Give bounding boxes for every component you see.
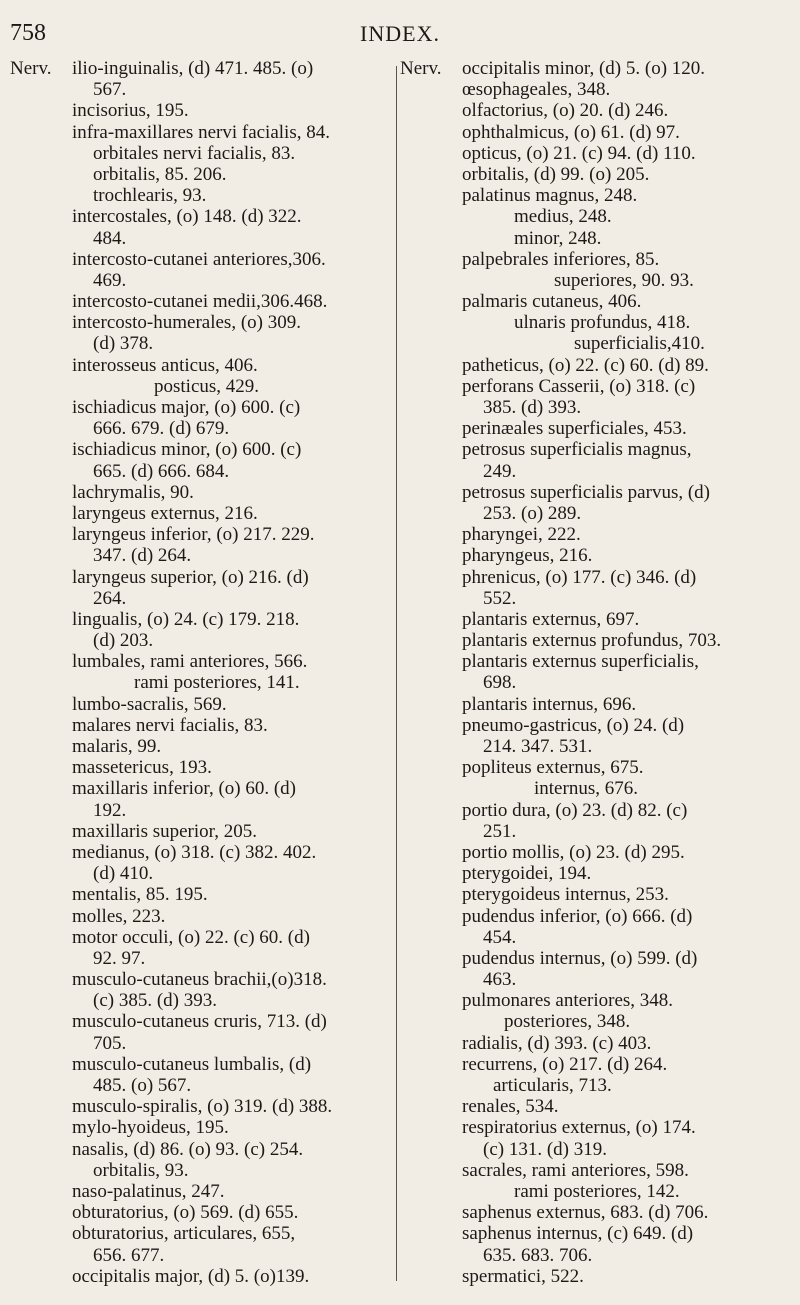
entry-text: plantaris externus, 697. [462,608,640,630]
index-entry [400,1181,790,1202]
index-entry [10,1075,394,1096]
index-entry [400,333,790,354]
entry-text: motor occuli, (o) 22. (c) 60. (d) [72,926,310,948]
index-entry [10,206,394,227]
index-entry [400,164,790,185]
index-entry [10,503,394,524]
index-entry [10,333,394,354]
entry-text: ophthalmicus, (o) 61. (d) 97. [462,121,680,143]
entry-text: rami posteriores, 141. [134,672,300,694]
index-entry [400,1266,790,1287]
entry-text: musculo-cutaneus brachii,(o)318. [72,969,327,991]
index-entry [400,1054,790,1075]
index-entry [400,185,790,206]
entry-text: œsophageales, 348. [462,79,611,101]
index-entry [400,355,790,376]
index-entry [400,1096,790,1117]
entry-text: musculo-spiralis, (o) 319. (d) 388. [72,1096,333,1118]
index-entry [400,1160,790,1181]
entry-text: radialis, (d) 393. (c) 403. [462,1032,652,1054]
entry-text: palmaris cutaneus, 406. [462,291,642,313]
entry-text: intercosto-humerales, (o) 309. [72,312,301,334]
entry-text: pharyngei, 222. [462,524,581,546]
entry-text: articularis, 713. [493,1075,612,1096]
entry-text: 251. [483,820,517,842]
entry-text: laryngeus superior, (o) 216. (d) [72,566,309,588]
index-entry [400,482,790,503]
index-entry [10,1117,394,1138]
entry-text: (d) 410. [93,863,154,885]
index-entry [10,376,394,397]
entry-text: pneumo-gastricus, (o) 24. (d) [462,714,685,736]
index-entry [10,567,394,588]
index-entry [400,439,790,460]
index-entry [400,524,790,545]
entry-text: patheticus, (o) 22. (c) 60. (d) 89. [462,354,709,376]
index-entry [10,630,394,651]
index-entry [10,1011,394,1032]
index-entry [400,122,790,143]
entry-text: portio dura, (o) 23. (d) 82. (c) [462,799,688,821]
entry-text: pharyngeus, 216. [462,545,593,567]
entry-text: lumbo-sacralis, 569. [72,693,227,715]
entry-text: 454. [483,926,517,948]
index-entry [400,884,790,905]
entry-text: 705. [93,1032,127,1054]
index-entry [400,1011,790,1032]
entry-text: plantaris externus profundus, 703. [462,630,722,652]
entry-text: lingualis, (o) 24. (c) 179. 218. [72,608,300,630]
entry-text: occipitalis minor, (d) 5. (o) 120. [462,58,706,79]
entry-text: orbitalis, 93. [93,1159,189,1181]
index-entry [10,1160,394,1181]
index-entry [400,79,790,100]
entry-text: 635. 683. 706. [483,1244,593,1266]
index-entry [400,630,790,651]
entry-text: petrosus superficialis magnus, [462,439,692,461]
entry-text: malares nervi facialis, 83. [72,714,268,736]
index-entry [10,1054,394,1075]
index-entry [400,1202,790,1223]
entry-text: perinæales superficiales, 453. [462,418,687,440]
entry-text: massetericus, 193. [72,757,212,779]
entry-text: 469. [93,269,127,291]
entry-text: pterygoideus internus, 253. [462,884,669,906]
entry-text: malaris, 99. [72,736,162,757]
entry-text: ischiadicus major, (o) 600. (c) [72,397,301,418]
entry-text: (c) 131. (d) 319. [483,1138,607,1160]
index-entry [10,800,394,821]
index-entry [10,143,394,164]
entry-text: orbitalis, (d) 99. (o) 205. [462,163,650,185]
index-entry [10,1223,394,1244]
entry-text: 698. [483,672,517,694]
index-entry [10,524,394,545]
entry-text: ilio-inguinalis, (d) 471. 485. (o) [72,58,314,79]
entry-text: laryngeus inferior, (o) 217. 229. [72,524,315,546]
index-entry [10,694,394,715]
entry-text: respiratorius externus, (o) 174. [462,1117,696,1139]
index-entry [400,990,790,1011]
entry-text: lumbales, rami anteriores, 566. [72,651,308,673]
entry-text: mentalis, 85. 195. [72,884,208,906]
index-entry [10,122,394,143]
entry-text: pulmonares anteriores, 348. [462,990,674,1012]
entry-text: (d) 203. [93,630,154,652]
entry-text: pterygoidei, 194. [462,863,592,885]
index-entry [400,927,790,948]
entry-label: Nerv. [400,58,442,79]
index-entry [400,694,790,715]
index-entry [400,588,790,609]
index-entry [10,482,394,503]
entry-text: maxillaris superior, 205. [72,820,257,842]
entry-text: nasalis, (d) 86. (o) 93. (c) 254. [72,1138,304,1160]
index-entry [10,1181,394,1202]
entry-text: perforans Casserii, (o) 318. (c) [462,375,696,397]
index-entry [10,1202,394,1223]
entry-text: intercosto-cutanei medii,306.468. [72,291,328,313]
index-entry [400,609,790,630]
index-entry [10,461,394,482]
entry-text: lachrymalis, 90. [72,481,194,503]
index-entry [400,143,790,164]
entry-text: 552. [483,587,517,609]
index-entry [10,185,394,206]
entry-text: posticus, 429. [154,375,260,397]
entry-text: superficialis,410. [574,333,705,355]
index-entry [400,842,790,863]
entry-text: spermatici, 522. [462,1265,584,1287]
entry-text: ischiadicus minor, (o) 600. (c) [72,439,302,461]
index-entry [10,948,394,969]
index-entry [10,312,394,333]
entry-text: obturatorius, (o) 569. (d) 655. [72,1202,299,1224]
index-entry [10,355,394,376]
entry-text: trochlearis, 93. [93,185,207,207]
index-entry [10,100,394,121]
index-entry [10,906,394,927]
running-title: INDEX. [360,21,440,46]
entry-text: occipitalis major, (d) 5. (o)139. [72,1265,310,1287]
index-entry [400,715,790,736]
entry-text: musculo-cutaneus lumbalis, (d) [72,1053,312,1075]
index-entry [10,1096,394,1117]
entry-text: (d) 378. [93,333,154,355]
entry-text: orbitalis, 85. 206. [93,163,227,185]
entry-text: ulnaris profundus, 418. [514,312,691,334]
index-entry [400,1117,790,1138]
entry-text: 92. 97. [93,947,146,969]
entry-text: naso-palatinus, 247. [72,1180,225,1202]
index-entry [400,418,790,439]
index-entry [400,1245,790,1266]
index-entry [400,672,790,693]
index-entry [400,1139,790,1160]
index-entry [10,249,394,270]
entry-text: 214. 347. 531. [483,736,593,757]
entry-text: olfactorius, (o) 20. (d) 246. [462,100,669,122]
entry-text: phrenicus, (o) 177. (c) 346. (d) [462,566,697,588]
index-entry [400,376,790,397]
entry-text: renales, 534. [462,1096,559,1118]
entry-text: rami posteriores, 142. [514,1180,680,1202]
index-entry [10,439,394,460]
index-entry [400,100,790,121]
index-entry [400,58,790,79]
index-entry [400,969,790,990]
index-entry [400,906,790,927]
index-entry [400,778,790,799]
index-entry [10,545,394,566]
index-entry [400,397,790,418]
page-header [0,20,800,60]
entry-text: 463. [483,969,517,991]
entry-text: intercosto-cutanei anteriores,306. [72,248,326,270]
entry-text: 484. [93,227,127,249]
index-entry [400,567,790,588]
entry-text: superiores, 90. 93. [554,269,694,291]
entry-text: medius, 248. [514,206,612,228]
entry-text: opticus, (o) 21. (c) 94. (d) 110. [462,142,696,164]
index-entry [10,715,394,736]
index-entry [10,291,394,312]
entry-text: interosseus anticus, 406. [72,354,258,376]
entry-text: plantaris internus, 696. [462,693,637,715]
entry-text: petrosus superficialis parvus, (d) [462,481,710,503]
index-entry [10,58,394,79]
index-entry [10,990,394,1011]
index-entry [400,312,790,333]
entry-text: 249. [483,460,517,482]
entry-text: saphenus externus, 683. (d) 706. [462,1202,709,1224]
index-entry [10,1266,394,1287]
entry-text: obturatorius, articulares, 655, [72,1223,296,1245]
entry-text: intercostales, (o) 148. (d) 322. [72,206,302,228]
index-entry [400,800,790,821]
entry-text: pudendus internus, (o) 599. (d) [462,947,698,969]
entry-text: 264. [93,587,127,609]
entry-text: popliteus externus, 675. [462,757,644,779]
index-entry [10,863,394,884]
index-entry [400,821,790,842]
index-entry [10,651,394,672]
index-entry [10,927,394,948]
index-entry [400,736,790,757]
entry-text: (c) 385. (d) 393. [93,990,217,1012]
index-entry [400,1033,790,1054]
left-column [10,58,394,1287]
entry-text: recurrens, (o) 217. (d) 264. [462,1053,668,1075]
entry-text: pudendus inferior, (o) 666. (d) [462,905,693,927]
index-entry [10,821,394,842]
index-entry [10,969,394,990]
entry-text: molles, 223. [72,905,166,927]
index-entry [400,651,790,672]
index-entry [10,609,394,630]
index-entry [10,79,394,100]
entry-text: incisorius, 195. [72,100,189,122]
entry-text: posteriores, 348. [504,1011,631,1033]
index-entry [400,503,790,524]
index-entry [400,206,790,227]
index-entry [10,1033,394,1054]
entry-text: palpebrales inferiores, 85. [462,248,660,270]
entry-label: Nerv. [10,58,52,79]
entry-text: sacrales, rami anteriores, 598. [462,1159,689,1181]
entry-text: internus, 676. [534,778,638,800]
entry-text: portio mollis, (o) 23. (d) 295. [462,841,685,863]
index-entry [10,418,394,439]
entry-text: 347. (d) 264. [93,545,192,567]
index-entry [10,228,394,249]
page-number: 758 [10,20,46,46]
entry-text: saphenus internus, (c) 649. (d) [462,1223,694,1245]
index-entry [400,249,790,270]
index-entry [10,1139,394,1160]
index-entry [10,397,394,418]
index-entry [10,757,394,778]
index-entry [10,842,394,863]
index-entry [400,948,790,969]
entry-text: infra-maxillares nervi facialis, 84. [72,121,330,143]
entry-text: musculo-cutaneus cruris, 713. (d) [72,1011,327,1033]
entry-text: palatinus magnus, 248. [462,185,638,207]
index-entry [400,757,790,778]
index-entry [10,1245,394,1266]
entry-text: 656. 677. [93,1244,165,1266]
entry-text: minor, 248. [514,227,602,249]
index-entry [400,228,790,249]
right-column [400,58,790,1287]
index-entry [400,1075,790,1096]
index-entry [400,270,790,291]
entry-text: 567. [93,79,127,101]
index-entry [10,884,394,905]
entry-text: orbitales nervi facialis, 83. [93,142,296,164]
entry-text: 253. (o) 289. [483,502,582,524]
entry-text: maxillaris inferior, (o) 60. (d) [72,778,297,800]
entry-text: 666. 679. (d) 679. [93,418,230,440]
index-entry [400,291,790,312]
index-entry [400,461,790,482]
entry-text: medianus, (o) 318. (c) 382. 402. [72,841,317,863]
index-entry [10,778,394,799]
index-entry [400,1223,790,1244]
entry-text: 192. [93,799,127,821]
entry-text: 665. (d) 666. 684. [93,460,230,482]
entry-text: plantaris externus superficialis, [462,651,699,673]
entry-text: 385. (d) 393. [483,397,582,418]
index-entry [10,672,394,693]
index-entry [10,588,394,609]
index-entry [400,863,790,884]
index-entry [10,270,394,291]
index-entry [10,164,394,185]
index-entry [400,545,790,566]
entry-text: laryngeus externus, 216. [72,502,258,524]
index-entry [10,736,394,757]
entry-text: mylo-hyoideus, 195. [72,1117,229,1139]
column-divider [396,66,397,1281]
entry-text: 485. (o) 567. [93,1075,192,1096]
